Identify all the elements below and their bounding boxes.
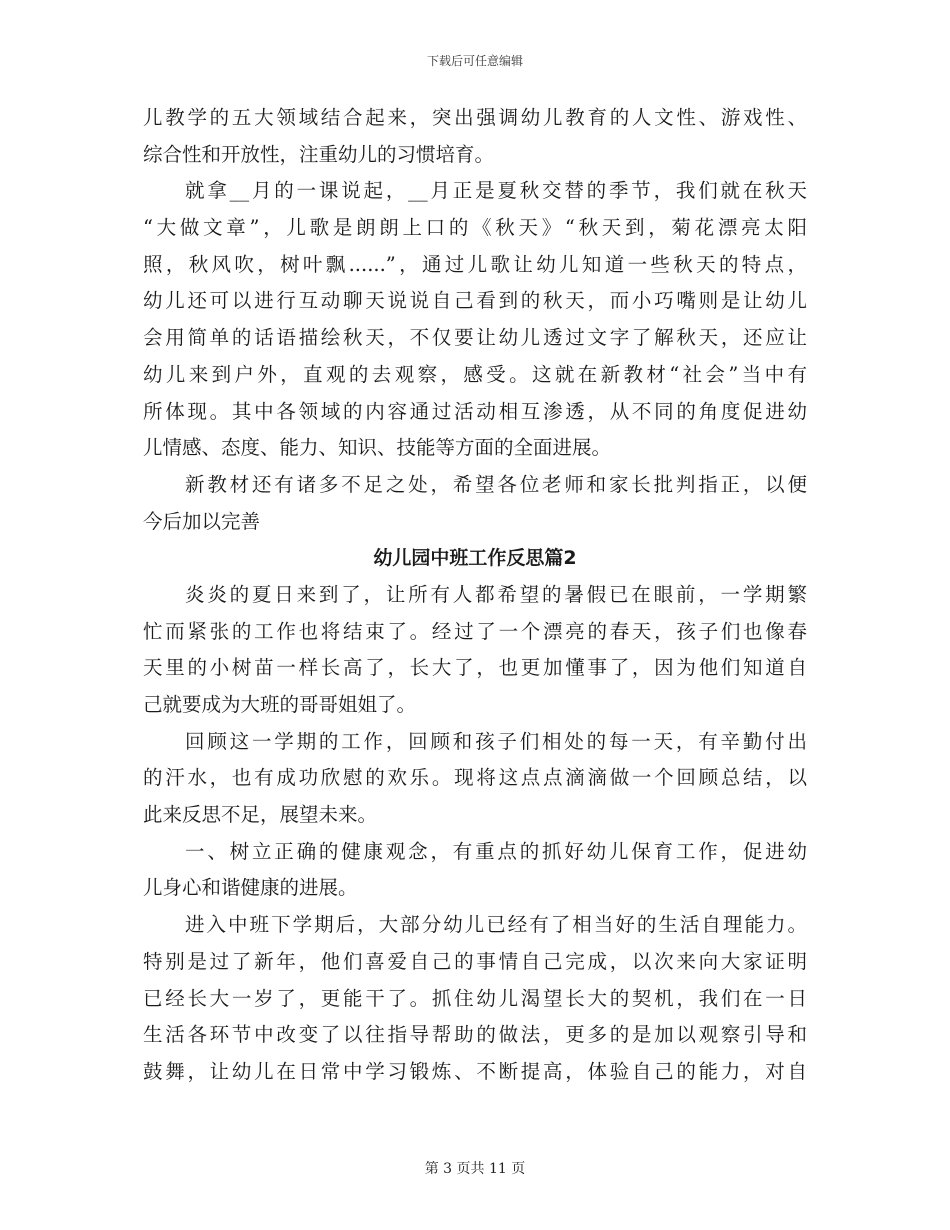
text-line: “大做文章”，儿歌是朗朗上口的《秋天》“秋天到，菊花漂亮太阳 <box>143 216 807 240</box>
text-line: 的汗水，也有成功欣慰的欢乐。现将这点点滴滴做一个回顾总结，以 <box>143 766 807 790</box>
section-heading: 幼儿园中班工作反思篇2 <box>373 547 577 570</box>
text-line: 儿教学的五大领域结合起来，突出强调幼儿教育的人文性、游戏性、 <box>143 106 807 129</box>
text-line: 一、树立正确的健康观念，有重点的抓好幼儿保育工作，促进幼 <box>185 839 807 863</box>
text-line: 综合性和开放性，注重幼儿的习惯培育。 <box>143 142 495 166</box>
text-line: 忙而紧张的工作也将结束了。经过了一个漂亮的春天，孩子们也像春 <box>143 619 807 643</box>
text-line: 就拿__月的一课说起，__月正是夏秋交替的季节，我们就在秋天 <box>185 179 807 203</box>
text-line: 特别是过了新年，他们喜爱自己的事情自己完成，以次来向大家证明 <box>143 949 807 973</box>
text-line: 幼儿还可以进行互动聊天说说自己看到的秋天，而小巧嘴则是让幼儿 <box>143 289 807 313</box>
page-header-note: 下载后可任意编辑 <box>426 54 523 68</box>
text-line: 所体现。其中各领域的内容通过活动相互渗透，从不同的角度促进幼 <box>143 399 807 423</box>
text-line: 幼儿来到户外，直观的去观察，感受。这就在新教材“社会”当中有 <box>143 362 807 386</box>
text-line: 生活各环节中改变了以往指导帮助的做法，更多的是加以观察引导和 <box>143 1023 807 1047</box>
document-body <box>143 100 807 1091</box>
page-footer-page-number: 第 3 页共 11 页 <box>424 1161 526 1177</box>
text-line: 进入中班下学期后，大部分幼儿已经有了相当好的生活自理能力。 <box>185 913 807 937</box>
text-line: 儿身心和谐健康的进展。 <box>143 876 358 900</box>
text-line: 炎炎的夏日来到了，让所有人都希望的暑假已在眼前，一学期繁 <box>185 582 807 606</box>
text-line: 照，秋风吹，树叶飘......”，通过儿歌让幼儿知道一些秋天的特点， <box>143 252 807 276</box>
text-line: 会用简单的话语描绘秋天，不仅要让幼儿透过文字了解秋天，还应让 <box>143 326 807 350</box>
text-line: 已经长大一岁了，更能干了。抓住幼儿渴望长大的契机，我们在一日 <box>143 986 807 1010</box>
text-line: 回顾这一学期的工作，回顾和孩子们相处的每一天，有辛勤付出 <box>185 729 807 753</box>
text-line: 新教材还有诸多不足之处，希望各位老师和家长批判指正，以便 <box>185 472 807 496</box>
text-line: 天里的小树苗一样长高了，长大了，也更加懂事了，因为他们知道自 <box>143 656 807 680</box>
text-line: 鼓舞，让幼儿在日常中学习锻炼、不断提高，体验自己的能力，对自 <box>143 1059 807 1083</box>
text-line: 此来反思不足，展望未来。 <box>143 803 378 827</box>
text-line: 今后加以完善 <box>143 509 261 533</box>
text-line: 儿情感、态度、能力、知识、技能等方面的全面进展。 <box>143 436 612 460</box>
text-line: 己就要成为大班的哥哥姐姐了。 <box>143 693 417 716</box>
